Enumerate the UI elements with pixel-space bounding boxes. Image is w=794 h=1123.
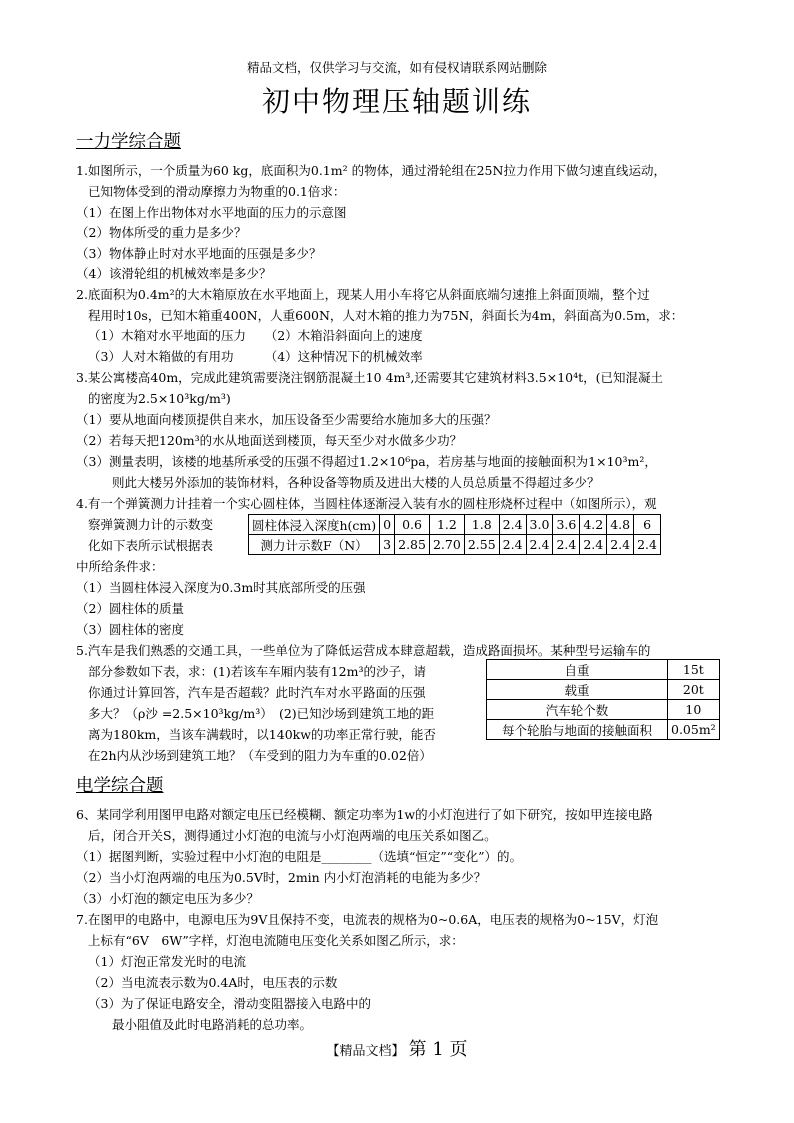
- q5-line: 在2h内从沙场到建筑工地？（车受到的阻力为车重的0.02倍）: [88, 748, 432, 763]
- page-footer: [0, 1035, 794, 1061]
- table-cell: 4.2: [580, 515, 607, 535]
- q5-line: 离为180km，当该车满载时，以140kw的功率正常行驶，能否: [88, 727, 436, 742]
- table-cell: 每个轮胎与地面的接触面积: [487, 720, 668, 740]
- q1-part: （2）物体所受的重力是多少？: [76, 225, 247, 240]
- table-row: [487, 700, 720, 720]
- q4-part: （3）圆柱体的密度: [76, 622, 184, 637]
- q3-line: 3.某公寓楼高40m，完成此建筑需要浇注钢筋混凝土10 4m³,还需要其它建筑材料3.5×10⁴t，(已知混凝土: [76, 370, 664, 385]
- q1-part: （3）物体静止时对水平地面的压强是多少？: [76, 246, 322, 261]
- q6-part: （1）据图判断，实验过程中小灯泡的电阻是________（选填“恒定”“变化”）的。: [76, 849, 523, 864]
- q2-line: 程用时10s，已知木箱重400N，人重600N，人对木箱的推力为75N，斜面长为4m，斜面高为0.5m，求：: [88, 308, 684, 323]
- table-cell: 2.4: [526, 535, 553, 555]
- page-header: 精品文档，仅供学习与交流，如有侵权请联系网站删除: [246, 60, 547, 75]
- q4-side-line: 化如下表所示试根据表: [88, 538, 214, 553]
- q1-part: （4）该滑轮组的机械效率是多少？: [76, 266, 272, 281]
- table-cell: 4.8: [607, 515, 634, 535]
- q3-line: 的密度为2.5×10³kg/m³): [88, 391, 231, 406]
- q3-part: （2）若每天把120m³的水从地面送到楼顶，每天至少对水做多少功？: [76, 433, 463, 448]
- q3-part: （3）测量表明，该楼的地基所承受的压强不得超过1.2×10⁶pa，若房基与地面的接触面积为1×10³m²，: [76, 454, 657, 469]
- table-row: [249, 535, 661, 555]
- q7-line: 7.在图甲的电路中，电源电压为9V且保持不变，电流表的规格为0~0.6A，电压表的规格为0~15V，灯泡: [76, 912, 659, 927]
- table-cell: 20t: [668, 680, 720, 700]
- table-cell: 2.4: [607, 535, 634, 555]
- q4-side-line: 察弹簧测力计的示数变: [88, 517, 214, 532]
- table-cell: 0.6: [395, 515, 430, 535]
- section-electrics: 电学综合题: [76, 776, 164, 796]
- q5-line: 多大？（ρ沙 =2.5×10³kg/m³） (2)已知沙场到建筑工地的距: [88, 706, 435, 721]
- table-row: [487, 680, 720, 700]
- table-cell: 2.85: [395, 535, 430, 555]
- table-cell: 2.4: [553, 535, 580, 555]
- table-cell: 10: [668, 700, 720, 720]
- table-cell: 1.8: [464, 515, 499, 535]
- table-cell: 自重: [487, 660, 668, 680]
- table-cell: 6: [634, 515, 661, 535]
- q4-part: （2）圆柱体的质量: [76, 601, 184, 616]
- q1-part: （1）在图上作出物体对水平地面的压力的示意图: [76, 205, 347, 220]
- q4-data-table: [248, 514, 661, 555]
- table-cell: 载重: [487, 680, 668, 700]
- section-mechanics: 一力学综合题: [76, 132, 181, 152]
- q5-line: 你通过计算回答，汽车是否超载？此时汽车对水平路面的压强: [88, 685, 426, 700]
- footer-label: 【精品文档】: [326, 1044, 405, 1059]
- q7-part: （1）灯泡正常发光时的电流: [88, 954, 246, 969]
- q6-line: 6、某同学利用图甲电路对额定电压已经模糊、额定功率为1w的小灯泡进行了如下研究，按如甲连接电路: [76, 807, 653, 822]
- q1-line: 1.如图所示，一个质量为60 kg，底面积为0.1m² 的物体，通过滑轮组在25N拉力作用下做匀速直线运动，: [76, 163, 666, 178]
- table-cell: 2.4: [499, 515, 526, 535]
- table-row: [487, 660, 720, 680]
- q6-line: 后，闭合开关S，测得通过小灯泡的电流与小灯泡两端的电压关系如图乙。: [88, 828, 497, 843]
- table-header-cell: 圆柱体浸入深度h(cm): [249, 515, 380, 535]
- table-cell: 2.4: [634, 535, 661, 555]
- table-cell: 15t: [668, 660, 720, 680]
- table-cell: 1.2: [429, 515, 464, 535]
- q2-part: （3）人对木箱做的有用功 （4）这种情况下的机械效率: [88, 349, 423, 364]
- table-cell: 2.55: [464, 535, 499, 555]
- table-cell: 2.4: [580, 535, 607, 555]
- q1-line: 已知物体受到的滑动摩擦力为物重的0.1倍求：: [88, 184, 346, 199]
- q4-part: （1）当圆柱体浸入深度为0.3m时其底部所受的压强: [76, 580, 366, 595]
- table-cell: 2.70: [429, 535, 464, 555]
- page-number: 第 1 页: [408, 1039, 468, 1060]
- q7-line: 上标有“6V 6W”字样，灯泡电流随电压变化关系如图乙所示，求：: [88, 933, 464, 948]
- table-header-cell: 测力计示数F（N）: [249, 535, 380, 555]
- table-cell: 2.4: [499, 535, 526, 555]
- table-cell: 0: [380, 515, 395, 535]
- q3-part: （1）要从地面向楼顶提供自来水，加压设备至少需要给水施加多大的压强？: [76, 412, 497, 427]
- q4-side-line: 中所给条件求：: [76, 559, 164, 574]
- q4-line: 4.有一个弹簧测力计挂着一个实心圆柱体，当圆柱体逐渐浸入装有水的圆柱形烧杯过程中（如图所示），观: [76, 496, 657, 511]
- table-cell: 汽车轮个数: [487, 700, 668, 720]
- q7-part: （2）当电流表示数为0.4A时，电压表的示数: [88, 975, 338, 990]
- page-title: 初中物理压轴题训练: [261, 85, 532, 118]
- table-cell: 3.6: [553, 515, 580, 535]
- table-row: [249, 515, 661, 535]
- q7-part: （3）为了保证电路安全，滑动变阻器接入电路中的: [88, 996, 371, 1011]
- table-row: [487, 720, 720, 740]
- q5-spec-table: [486, 659, 720, 740]
- q3-part: 则此大楼另外添加的装饰材料，各种设备等物质及进出大楼的人员总质量不得超过多少？: [112, 475, 600, 490]
- table-cell: 3.0: [526, 515, 553, 535]
- q6-part: （2）当小灯泡两端的电压为0.5V时，2min 内小灯泡消耗的电能为多少？: [76, 870, 487, 885]
- q6-part: （3）小灯泡的额定电压为多少？: [76, 891, 259, 906]
- q2-line: 2.底面积为0.4m²的大木箱原放在水平地面上，现某人用小车将它从斜面底端匀速推上斜面顶端，整个过: [76, 287, 650, 302]
- q7-part: 最小阻值及此时电路消耗的总功率。: [112, 1017, 313, 1032]
- q5-line: 5.汽车是我们熟悉的交通工具，一些单位为了降低运营成本肆意超载，造成路面损坏。某种型号运输车的: [76, 643, 651, 658]
- q5-line: 部分参数如下表，求：(1)若该车车厢内装有12m³的沙子，请: [88, 664, 426, 679]
- table-cell: 3: [380, 535, 395, 555]
- table-cell: 0.05m²: [668, 720, 720, 740]
- q2-part: （1）木箱对水平地面的压力 （2）木箱沿斜面向上的速度: [88, 328, 423, 343]
